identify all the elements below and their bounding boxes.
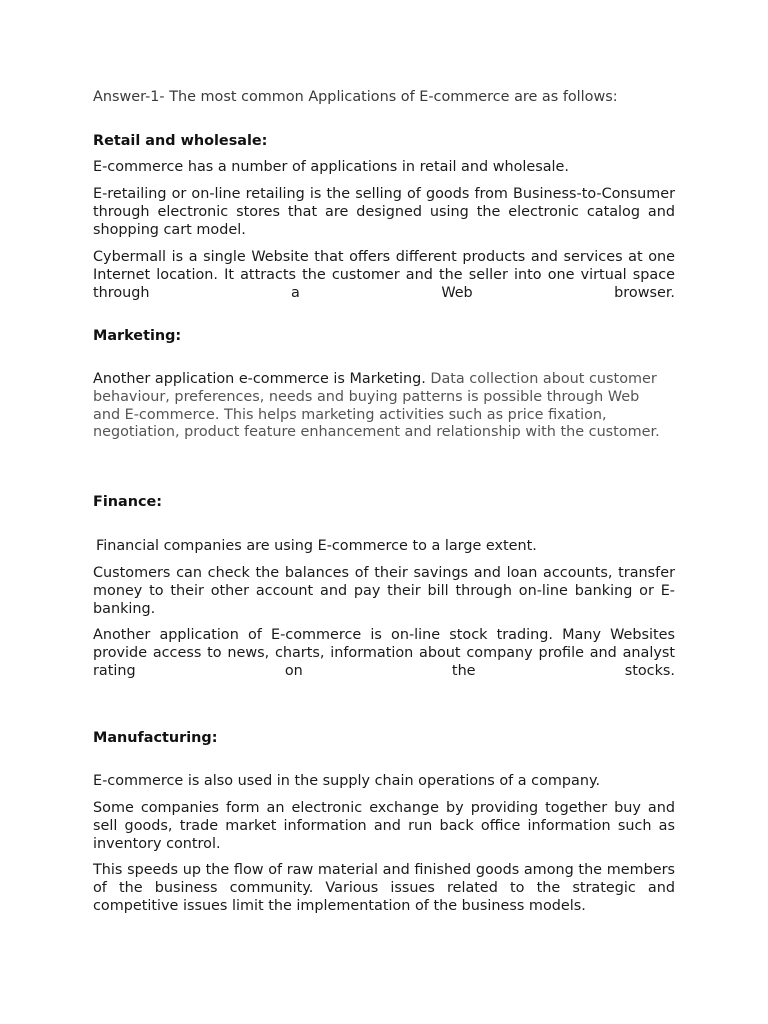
intro-line: Answer-1- The most common Applications of E-commerce are as follows:	[93, 89, 618, 105]
marketing-lead-text: Another application e-commerce is Marketing.	[93, 371, 426, 387]
manufacturing-heading: Manufacturing:	[93, 730, 218, 746]
marketing-paragraph	[93, 371, 668, 442]
retail-paragraph-3: Cybermall is a single Website that offers different products and services at one Internet location. It attracts the customer and the seller into one virtual space through a Web browser.	[93, 249, 675, 301]
finance-paragraph-2: Customers can check the balances of their savings and loan accounts, transfer money to their other account and pay their bill through on-line banking or E-banking.	[93, 565, 675, 617]
retail-paragraph-1: E-commerce has a number of applications in retail and wholesale.	[93, 159, 569, 175]
manufacturing-paragraph-2: Some companies form an electronic exchange by providing together buy and sell goods, trade market information and run back office information such as inventory control.	[93, 800, 675, 852]
manufacturing-paragraph-3: This speeds up the flow of raw material and finished goods among the members of the business community. Various issues related to the strategic and competitive issues limit the implementation of the business models.	[93, 862, 675, 914]
retail-heading: Retail and wholesale:	[93, 133, 268, 149]
finance-paragraph-3: Another application of E-commerce is on-line stock trading. Many Websites provide access to news, charts, information about company profile and analyst rating on the stocks.	[93, 627, 675, 679]
manufacturing-paragraph-1: E-commerce is also used in the supply chain operations of a company.	[93, 773, 601, 789]
marketing-heading: Marketing:	[93, 328, 182, 344]
marketing-rest-text: Data collection about customer behaviour, preferences, needs and buying patterns is possible through Web and E-commerce. This helps marketing activities such as price fixation, negotiation, product feature enhancement and relationship with the customer.	[93, 371, 660, 441]
finance-paragraph-1: Financial companies are using E-commerce to a large extent.	[96, 538, 537, 554]
finance-heading: Finance:	[93, 494, 163, 510]
retail-paragraph-2: E-retailing or on-line retailing is the selling of goods from Business-to-Consumer through electronic stores that are designed using the electronic catalog and shopping cart model.	[93, 186, 675, 238]
